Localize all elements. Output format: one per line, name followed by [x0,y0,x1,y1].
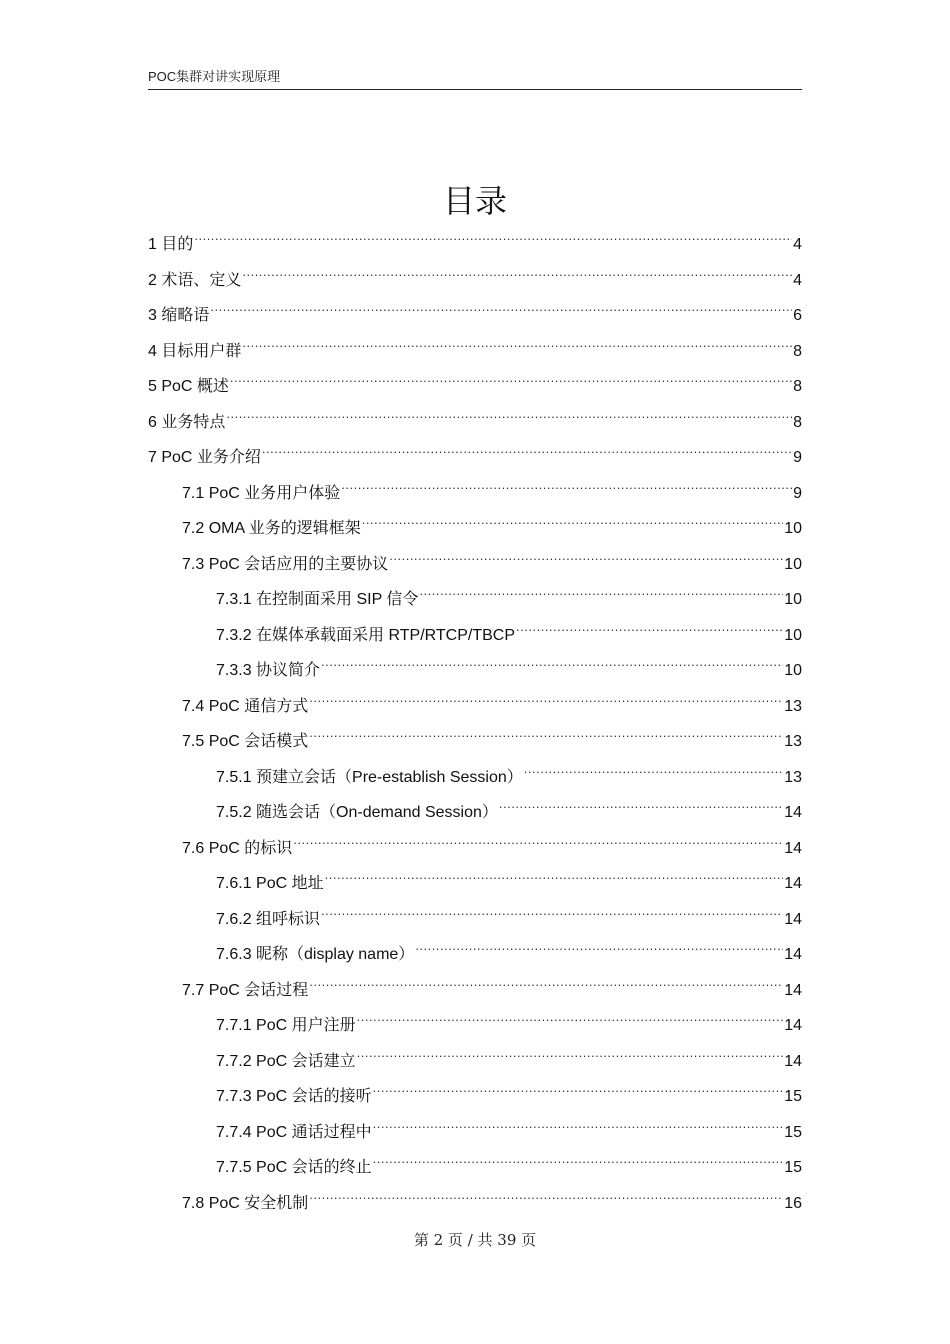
toc-dot-leader [309,1182,783,1208]
toc-entry-page: 15 [784,1123,802,1141]
toc-entry[interactable] [148,933,802,969]
toc-entry-page: 14 [784,804,802,821]
toc-entry-text: 4 目标用户群 [148,342,242,360]
toc-entry-page: 15 [784,1088,802,1105]
toc-entry[interactable] [148,578,802,614]
toc-entry-text: 6 业务特点 [148,413,226,431]
toc-entry-text: 3 缩略语 [148,307,210,324]
toc-dot-leader [499,791,783,817]
toc-entry[interactable] [148,1146,802,1182]
toc-entry-page: 8 [793,413,802,431]
toc-entry[interactable] [148,827,802,863]
toc-entry-text: 2 术语、定义 [148,271,242,289]
toc-entry-text: 1 目的 [148,236,194,253]
toc-entry[interactable] [148,472,802,508]
toc-entry-page: 10 [784,626,802,644]
toc-entry[interactable] [148,1004,802,1040]
toc-entry-text: 7.5 PoC 会话模式 [182,733,309,750]
toc-entry-text: 7.7.5 PoC 会话的终止 [216,1159,372,1176]
toc-entry-text: 7.7.4 PoC 通话过程中 [216,1123,372,1141]
toc-entry[interactable] [148,685,802,721]
toc-entry[interactable] [148,1075,802,1111]
toc-dot-leader [309,720,783,746]
toc-entry-page: 10 [784,591,802,608]
toc-entry-page: 14 [784,875,802,892]
toc-dot-leader [309,969,783,995]
toc-entry-text: 7.8 PoC 安全机制 [182,1194,309,1212]
toc-dot-leader [293,827,783,853]
toc-entry[interactable] [148,969,802,1005]
toc-entry-page: 4 [793,271,802,289]
toc-dot-leader [341,472,792,498]
toc-entry-page: 9 [793,484,802,502]
toc-entry-page: 10 [784,520,802,537]
toc-entry-text: 5 PoC 概述 [148,378,229,395]
toc-dot-leader [373,1075,784,1101]
toc-dot-leader [524,756,783,782]
toc-entry-page: 14 [784,839,802,857]
toc-entry-text: 7.7.3 PoC 会话的接听 [216,1088,372,1105]
toc-entry[interactable] [148,294,802,330]
page-footer: 第 2 页 / 共 39 页 [413,1231,537,1249]
toc-dot-leader [210,294,792,320]
toc-entry-page: 4 [793,236,802,253]
toc-dot-leader [357,1040,784,1066]
toc-entry-page: 10 [784,555,802,573]
toc-dot-leader [357,1004,784,1030]
toc-dot-leader [262,436,792,462]
toc-entry[interactable] [148,401,802,437]
toc-entry-page: 16 [784,1194,802,1212]
toc-dot-leader [389,543,783,569]
toc-entry-page: 8 [793,378,802,395]
toc-entry-text: 7.6.3 昵称（display name） [216,946,415,963]
toc-entry-text: 7.1 PoC 业务用户体验 [182,484,341,502]
toc-entry-text: 7.7 PoC 会话过程 [182,981,309,999]
toc-entry-page: 14 [784,1017,802,1034]
toc-entry-text: 7.3.2 在媒体承载面采用 RTP/RTCP/TBCP [216,626,516,644]
toc-dot-leader [242,259,792,285]
toc-entry-text: 7.6 PoC 的标识 [182,839,293,857]
toc-entry-page: 14 [784,946,802,963]
toc-entry-page: 9 [793,449,802,466]
toc-entry[interactable] [148,365,802,401]
toc-dot-leader [362,507,784,533]
toc-entry[interactable] [148,791,802,827]
toc-dot-leader [242,330,792,356]
toc-entry[interactable] [148,543,802,579]
toc-entry[interactable] [148,1040,802,1076]
toc-entry-text: 7 PoC 业务介绍 [148,449,261,466]
toc-entry[interactable] [148,330,802,366]
toc-entry-text: 7.6.1 PoC 地址 [216,875,324,892]
toc-entry[interactable] [148,720,802,756]
toc-dot-leader [194,223,792,249]
toc-entry[interactable] [148,223,802,259]
toc-entry-page: 14 [784,981,802,999]
toc-entry[interactable] [148,862,802,898]
toc-entry-text: 7.3 PoC 会话应用的主要协议 [182,555,389,573]
toc-entry-page: 15 [784,1159,802,1176]
toc-dot-leader [415,933,783,959]
toc-entry-page: 13 [784,733,802,750]
toc-entry-text: 7.3.3 协议简介 [216,662,321,679]
toc-entry-text: 7.3.1 在控制面采用 SIP 信令 [216,591,419,608]
toc-dot-leader [373,1111,784,1137]
toc-entry-text: 7.4 PoC 通信方式 [182,697,309,715]
toc-entry-text: 7.7.2 PoC 会话建立 [216,1052,356,1070]
toc-dot-leader [325,862,784,888]
toc-entry-text: 7.5.1 预建立会话（Pre-establish Session） [216,768,523,786]
toc-entry-page: 10 [784,662,802,679]
toc-dot-leader [321,649,783,675]
toc-dot-leader [419,578,783,604]
toc-entry-page: 8 [793,342,802,360]
toc-entry-page: 6 [793,307,802,324]
toc-entry-page: 14 [784,1052,802,1070]
toc-dot-leader [230,365,792,391]
toc-entry-text: 7.7.1 PoC 用户注册 [216,1017,356,1034]
toc-dot-leader [321,898,783,924]
toc-entry[interactable] [148,507,802,543]
toc-entry[interactable] [148,649,802,685]
toc-entry[interactable] [148,259,802,295]
toc-title: 目录 [442,182,507,220]
toc-entry-text: 7.2 OMA 业务的逻辑框架 [182,520,361,537]
toc-dot-leader [309,685,783,711]
toc-entry-text: 7.5.2 随选会话（On-demand Session） [216,804,498,821]
toc-dot-leader [373,1146,784,1172]
toc-entry-page: 14 [784,910,802,928]
toc-entry[interactable] [148,1111,802,1147]
toc-entry[interactable] [148,756,802,792]
toc-entry[interactable] [148,1182,802,1218]
toc-entry-page: 13 [784,768,802,786]
toc-entry[interactable] [148,436,802,472]
toc-entry-page: 13 [784,697,802,715]
toc-dot-leader [516,614,783,640]
toc-entry-text: 7.6.2 组呼标识 [216,910,321,928]
page-header: POC集群对讲实现原理 [148,66,802,90]
toc-entry[interactable] [148,898,802,934]
table-of-contents [148,223,802,1217]
toc-entry[interactable] [148,614,802,650]
toc-dot-leader [226,401,792,427]
